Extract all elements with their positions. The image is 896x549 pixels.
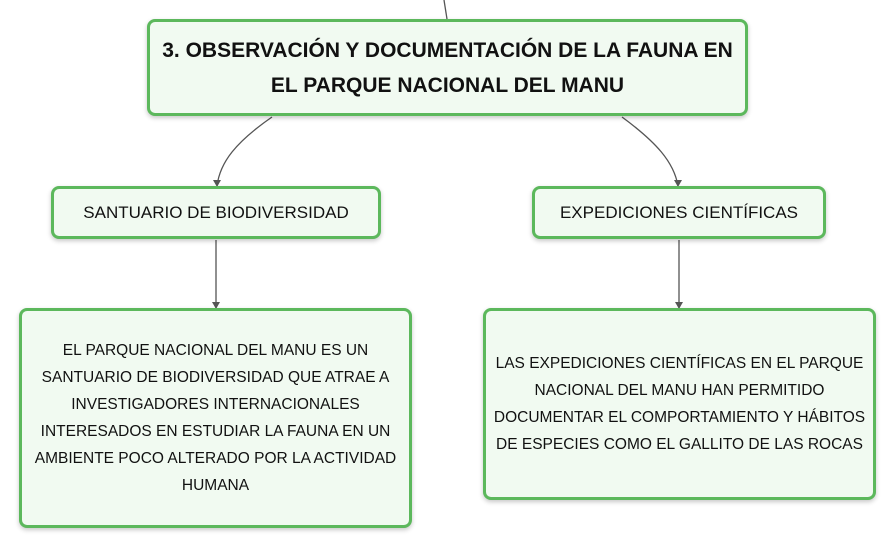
detail-expediciones-text: LAS EXPEDICIONES CIENTÍFICAS EN EL PARQUE NACIONAL DEL MANU HAN PERMITIDO DOCUMENTAR EL COMPORTAMIENTO Y HÁBITOS DE ESPECIES COMO EL GALLITO DE LAS ROCAS [493, 355, 866, 453]
detail-santuario-text: EL PARQUE NACIONAL DEL MANU ES UN SANTUARIO DE BIODIVERSIDAD QUE ATRAE A INVESTIGADORES INTERNACIONALES INTERESADOS EN ESTUDIAR LA FAUNA EN UN AMBIENTE POCO ALTERADO POR LA ACTIVIDAD HUMANA [34, 342, 397, 494]
subtopic-santuario-node[interactable] [51, 186, 381, 239]
root-topic-text: 3. OBSERVACIÓN Y DOCUMENTACIÓN DE LA FAUNA EN EL PARQUE NACIONAL DEL MANU [162, 38, 733, 97]
subtopic-santuario-text: SANTUARIO DE BIODIVERSIDAD [83, 202, 349, 222]
detail-santuario-node[interactable] [19, 308, 412, 528]
connector-parent-to-root [444, 0, 447, 19]
subtopic-expediciones-node[interactable] [532, 186, 826, 239]
connector-root-to-santuario [217, 117, 272, 186]
connector-root-to-expediciones [622, 117, 678, 186]
subtopic-expediciones-text: EXPEDICIONES CIENTÍFICAS [559, 202, 799, 222]
root-topic-node[interactable] [147, 19, 748, 116]
detail-expediciones-node[interactable] [483, 308, 876, 500]
